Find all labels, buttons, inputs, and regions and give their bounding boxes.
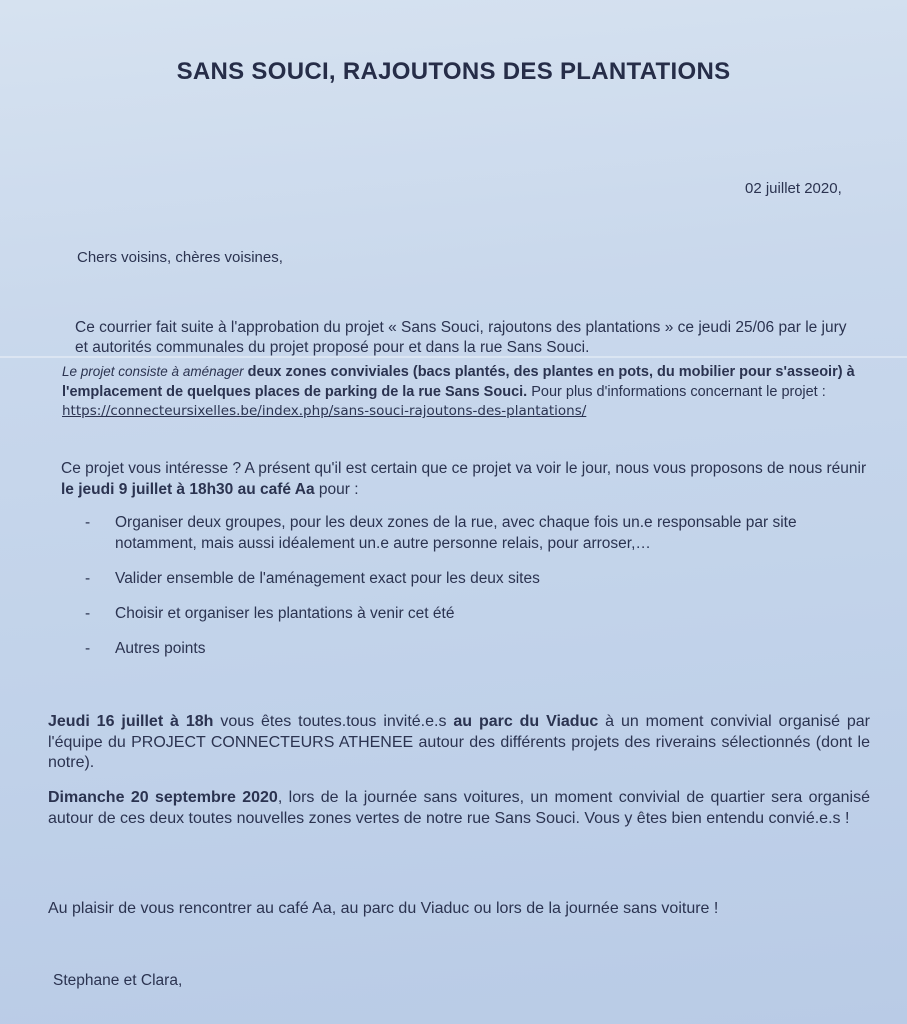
project-link[interactable]: https://connecteursixelles.be/index.php/sans-souci-rajoutons-des-plantations/ xyxy=(62,403,587,419)
page-title: SANS SOUCI, RAJOUTONS DES PLANTATIONS xyxy=(176,58,731,85)
viaduc-location: au parc du Viaduc xyxy=(453,713,599,730)
list-dash: - xyxy=(85,640,91,657)
list-item-text: Autres points xyxy=(115,640,206,657)
viaduc-date: Jeudi 16 juillet à 18h xyxy=(48,713,214,730)
list-item xyxy=(85,638,875,659)
viaduc-text-2: à un moment convivial organisé par l'équipe du PROJECT CONNECTEURS ATHENEE autour des différents projets des riverains sélectionnés (dont le notre). xyxy=(48,713,870,771)
list-item-text: Valider ensemble de l'aménagement exact pour les deux sites xyxy=(115,570,540,587)
list-item-text: Choisir et organiser les plantations à venir cet été xyxy=(115,605,455,622)
meeting-date: le jeudi 9 juillet à 18h30 au café Aa xyxy=(61,481,315,498)
list-item-text: Organiser deux groupes, pour les deux zones de la rue, avec chaque fois un.e responsable par site notamment, mais aussi idéalement un.e autre personne relais, pour arroser,… xyxy=(115,514,797,552)
project-zones: deux zones conviviales (bacs plantés, des plantes en pots, du mobilier pour s'asseoir) à l'emplacement de quelques places de parking de la rue Sans Souci. xyxy=(62,364,855,400)
paragraph-viaduc xyxy=(48,712,870,774)
project-intro: Le projet consiste à aménager xyxy=(62,364,244,379)
list-item xyxy=(85,512,875,554)
paragraph-project xyxy=(62,362,862,422)
project-info-text: Pour plus d'informations concernant le projet : xyxy=(531,383,826,400)
agenda-list xyxy=(85,512,875,659)
letter-date: 02 juillet 2020, xyxy=(745,180,842,197)
signature: Stephane et Clara, xyxy=(53,972,183,989)
list-dash: - xyxy=(85,514,91,531)
paragraph-approval: Ce courrier fait suite à l'approbation du projet « Sans Souci, rajoutons des plantations » ce jeudi 25/06 par le jury et autorités communales du projet proposé pour et dans la rue Sans Souci. xyxy=(75,319,847,356)
paragraph-car-free-day xyxy=(48,788,870,829)
paragraph-meeting xyxy=(61,458,871,500)
car-free-date: Dimanche 20 septembre 2020 xyxy=(48,789,278,806)
meeting-text-1: Ce projet vous intéresse ? A présent qu'il est certain que ce projet va voir le jour, nous vous proposons de nous réunir xyxy=(61,460,867,477)
closing-line: Au plaisir de vous rencontrer au café Aa, au parc du Viaduc ou lors de la journée sans voiture ! xyxy=(48,900,719,917)
list-item xyxy=(85,603,875,624)
list-dash: - xyxy=(85,570,91,587)
meeting-text-2: pour : xyxy=(318,481,359,498)
greeting: Chers voisins, chères voisines, xyxy=(77,249,283,266)
list-dash: - xyxy=(85,605,91,622)
list-item xyxy=(85,568,875,589)
viaduc-text-1: vous êtes toutes.tous invité.e.s xyxy=(220,713,447,730)
car-free-text: , lors de la journée sans voitures, un moment convivial de quartier sera organisé autour de ces deux toutes nouvelles zones vertes de notre rue Sans Souci. Vous y êtes bien entendu convié.e.s ! xyxy=(48,789,871,827)
